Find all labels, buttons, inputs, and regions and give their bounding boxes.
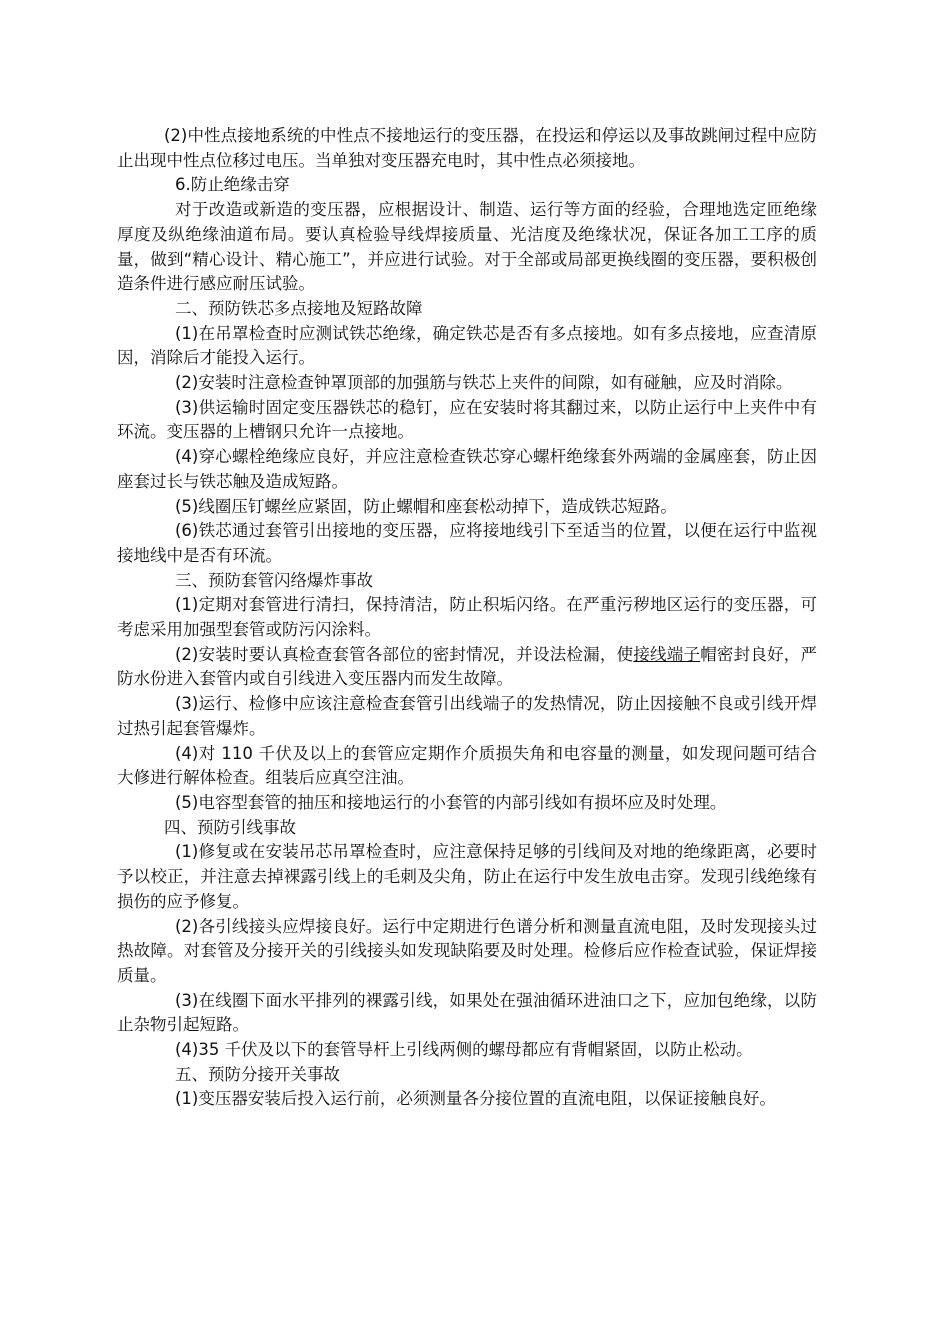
list-item: (1)变压器安装后投入运行前，必须测量各分接位置的直流电阻，以保证接触良好。 — [175, 1089, 776, 1109]
list-item-text: (2)安装时要认真检查套管各部位的密封情况，并设法检漏，使 — [175, 644, 634, 664]
list-item: (3)运行、检修中应该注意检查套管引出线端子的发热情况，防止因接触不良或引线开焊过热引起套管爆炸。 — [117, 694, 817, 738]
section-heading-bushing: 三、预防套管闪络爆炸事故 — [175, 570, 373, 590]
list-item: (4)对 110 千伏及以上的套管应定期作介质损失角和电容量的测量，如发现问题可结合大修进行解体检查。组装后应真空注油。 — [117, 743, 817, 788]
list-item: (2)安装时注意检查钟罩顶部的加强筋与铁芯上夹件的间隙，如有碰触，应及时消除。 — [175, 373, 793, 393]
document-body — [117, 124, 817, 1112]
list-item: (2)各引线接头应焊接良好。运行中定期进行色谱分析和测量直流电阻，及时发现接头过热故障。对套管及分接开关的引线接头如发现缺陷要及时处理。检修后应作检查试验，保证焊接质量。 — [117, 916, 817, 985]
section-heading-tap-changer: 五、预防分接开关事故 — [175, 1064, 340, 1084]
paragraph-insulation: 对于改造或新造的变压器，应根据设计、制造、运行等方面的经验，合理地选定匝绝缘厚度及纵绝缘油道布局。要认真检验导线焊接质量、光洁度及绝缘状况，保证各加工工序的质量，做到“精心设计、精心施工”，并应进行试验。对于全部或局部更换线圈的变压器，要积极创造条件进行感应耐压试验。 — [117, 200, 817, 294]
section-heading-lead: 四、预防引线事故 — [164, 817, 296, 837]
list-item-text: 帽密封良好，严防水份进入套管内或自引线进入变压器内而发生故障。 — [117, 644, 818, 689]
list-item: (4)35 千伏及以下的套管导杆上引线两侧的螺母都应有背帽紧固，以防止松动。 — [175, 1040, 753, 1060]
paragraph-neutral-point: (2)中性点接地系统的中性点不接地运行的变压器，在投运和停运以及事故跳闸过程中应防止出现中性点位移过电压。当单独对变压器充电时，其中性点必须接地。 — [117, 126, 817, 170]
list-item: (4)穿心螺栓绝缘应良好，并应注意检查铁芯穿心螺杆绝缘套外两端的金属座套，防止因座套过长与铁芯触及造成短路。 — [117, 447, 817, 491]
section-heading-core: 二、预防铁芯多点接地及短路故障 — [175, 298, 423, 318]
list-item: (5)线圈压钉螺丝应紧固，防止螺帽和座套松动掉下，造成铁芯短路。 — [175, 496, 677, 516]
list-item: (1)在吊罩检查时应测试铁芯绝缘，确定铁芯是否有多点接地。如有多点接地，应查清原因，消除后才能投入运行。 — [117, 323, 817, 368]
list-item: (1)定期对套管进行清扫，保持清洁，防止积垢闪络。在严重污秽地区运行的变压器，可考虑采用加强型套管或防污闪涂料。 — [117, 595, 817, 640]
list-item — [117, 643, 817, 692]
list-item: (5)电容型套管的抽压和接地运行的小套管的内部引线如有损坏应及时处理。 — [175, 792, 727, 812]
list-item: (3)供运输时固定变压器铁芯的稳钉，应在安装时将其翻过来，以防止运行中上夹件中有环流。变压器的上槽钢只允许一点接地。 — [117, 397, 817, 442]
terminal-link[interactable]: 接线端子 — [633, 644, 701, 664]
heading-insulation-breakdown: 6.防止绝缘击穿 — [175, 175, 290, 195]
list-item: (3)在线圈下面水平排列的裸露引线，如果处在强油循环进油口之下，应加包绝缘，以防止杂物引起短路。 — [117, 990, 817, 1035]
list-item: (1)修复或在安装吊芯吊罩检查时，应注意保持足够的引线间及对地的绝缘距离，必要时予以校正，并注意去掉裸露引线上的毛刺及尖角，防止在运行中发生放电击穿。发现引线绝缘有损伤的应予修复。 — [117, 842, 817, 911]
list-item: (6)铁芯通过套管引出接地的变压器，应将接地线引下至适当的位置，以便在运行中监视接地线中是否有环流。 — [117, 521, 817, 565]
